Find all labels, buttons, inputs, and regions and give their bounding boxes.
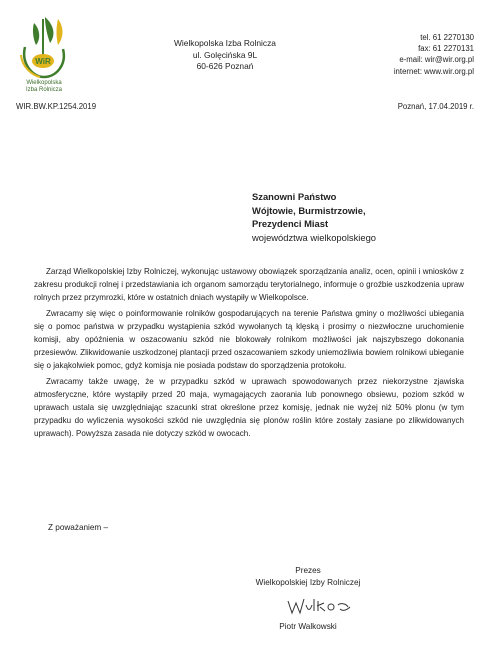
addressee-line2: Wójtowie, Burmistrzowie, bbox=[252, 204, 366, 216]
logo-caption-line1: Wielkopolska bbox=[26, 80, 62, 86]
signatory-title bbox=[236, 565, 380, 589]
addressee-line1: Szanowni Państwo bbox=[252, 191, 337, 202]
contact-block bbox=[394, 32, 474, 77]
contact-tel: tel. 61 2270130 bbox=[420, 33, 474, 42]
signatory-title-line1: Prezes bbox=[295, 566, 321, 575]
logo-badge-text: WiR bbox=[35, 57, 51, 66]
handwritten-signature bbox=[284, 595, 354, 617]
contact-email: e-mail: wir@wir.org.pl bbox=[399, 55, 474, 65]
sender-block bbox=[140, 38, 310, 73]
body-paragraph-1: Zarząd Wielkopolskiej Izby Rolniczej, wykonując ustawowy obowiązek sporządzania analiz, ocen, opinii i wniosków z zakresu produkcji rolnej i przedstawiania ich organom samorządu terytorialnego, informuje o groźbie uszkodzenia upraw rolnych przez przymrozki, które w ostatnich dniach wystąpiły w Wielkopolsce. bbox=[34, 267, 464, 302]
sender-street: ul. Golęcińska 9L bbox=[192, 49, 258, 60]
signatory-name: Piotr Walkowski bbox=[279, 622, 337, 631]
addressee-line3: Prezydenci Miast bbox=[252, 218, 329, 230]
body-paragraph-2: Zwracamy się więc o poinformowanie rolników gospodarujących na terenie Państwa gminy o możliwości ubiegania się o pomoc państwa w przypadku wystąpienia szkód wywołanych tą klęską i prosimy o niezwłoczne uruchomienie komisji, aby opóźnienia w oszacowaniu szkód nie blokowały rolnikom możliwości jak najszybszego dokonania przesiewów. Zlikwidowanie uszkodzonej plantacji przed oszacowaniem szkody uniemożliwia bowiem rolnikowi ubieganie się o jakąkolwiek pomoc, gdyż komisja nie posiada podstaw do sporządzenia protokołu. bbox=[34, 309, 464, 370]
logo-caption-line2: Izba Rolnicza bbox=[25, 87, 63, 93]
wir-logo bbox=[14, 10, 72, 90]
sender-city: 60-626 Poznań bbox=[196, 61, 254, 71]
logo-caption bbox=[14, 80, 74, 94]
logo-wheat-leaf-icon bbox=[45, 17, 53, 43]
signatory-title-line2: Wielkopolskiej Izby Rolniczej bbox=[255, 578, 361, 587]
closing-phrase: Z poważaniem – bbox=[48, 523, 109, 532]
contact-fax: fax: 61 2270131 bbox=[418, 44, 474, 54]
addressee-line4: województwa wielkopolskiego bbox=[252, 231, 377, 243]
body-paragraph-3: Zwracamy także uwagę, że w przypadku szkód w uprawach spowodowanych przez niekorzystne zjawiska atmosferyczne, które wystąpiły przed 20 maja, wymagających zaorania lub ponownego obsiewu, poziom szkód w uprawach ustala się uwzględniając szacunki strat określone przez komisję, jednak nie wyżej niż 50% plonu (w tym przypadku do wyliczenia wysokości szkód nie uwzględnia się plonów roślin które zostały zasiane po zlikwidowanych uprawach). Powyższa zasada nie dotyczy szkód w owocach. bbox=[34, 377, 464, 438]
addressee-block bbox=[252, 190, 376, 244]
letter-body bbox=[34, 266, 464, 444]
sender-name: Wielkopolska Izba Rolnicza bbox=[174, 38, 276, 48]
letter-date: Poznań, 17.04.2019 r. bbox=[397, 102, 474, 111]
contact-internet: internet: www.wir.org.pl bbox=[393, 66, 474, 76]
reference-number: WIR.BW.KP.1254.2019 bbox=[16, 102, 97, 111]
